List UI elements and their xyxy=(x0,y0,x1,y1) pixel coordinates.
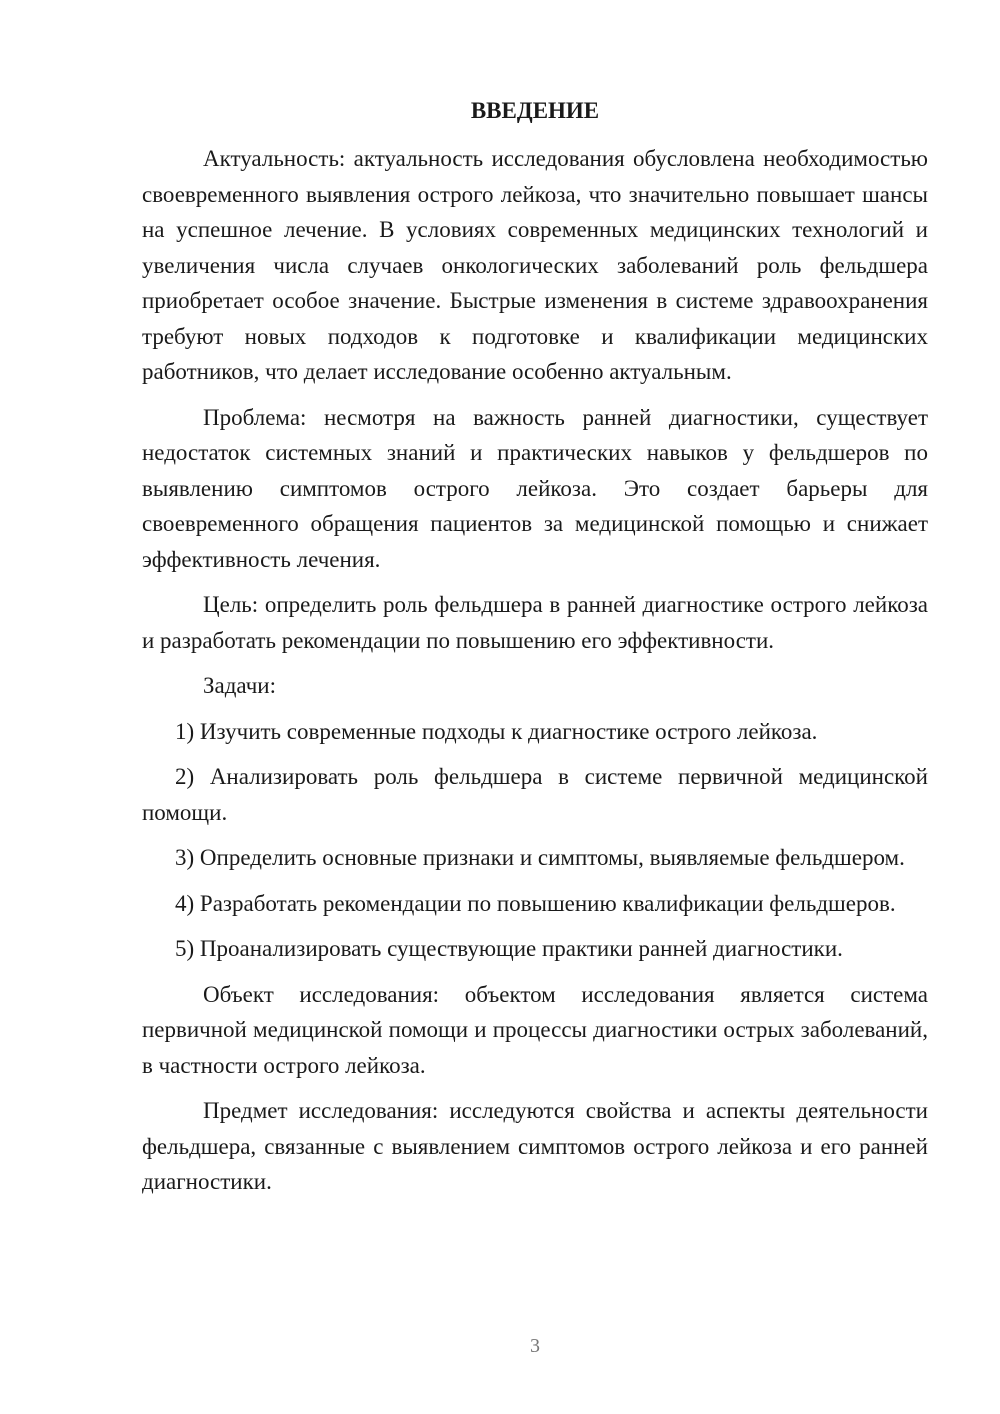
relevance-paragraph: Актуальность: актуальность исследования обусловлена необходимостью своевременного выявления острого лейкоза, что значительно повышает шансы на успешное лечение. В условиях современных медицинских технологий и увеличения числа случаев онкологических заболеваний роль фельдшера приобретает особое значение. Быстрые изменения в системе здравоохранения требуют новых подходов к подготовке и квалификации медицинских работников, что делает исследование особенно актуальным. xyxy=(142,146,928,384)
task-item: 5) Проанализировать существующие практики ранней диагностики. xyxy=(175,936,843,961)
problem-paragraph: Проблема: несмотря на важность ранней диагностики, существует недостаток системных знаний и практических навыков у фельдшеров по выявлению симптомов острого лейкоза. Это создает барьеры для своевременного обращения пациентов за медицинской помощью и снижает эффективность лечения. xyxy=(142,404,928,572)
task-item: 3) Определить основные признаки и симптомы, выявляемые фельдшером. xyxy=(175,845,905,870)
document-body xyxy=(142,141,928,1210)
task-item: 4) Разработать рекомендации по повышению квалификации фельдшеров. xyxy=(175,890,896,916)
subject-paragraph: Предмет исследования: исследуются свойства и аспекты деятельности фельдшера, связанные с выявлением симптомов острого лейкоза и его ранней диагностики. xyxy=(142,1098,928,1194)
goal-paragraph: Цель: определить роль фельдшера в ранней диагностике острого лейкоза и разработать рекомендации по повышению его эффективности. xyxy=(142,592,928,653)
page-number: 3 xyxy=(530,1335,540,1357)
task-item: 2) Анализировать роль фельдшера в системе первичной медицинской помощи. xyxy=(142,764,928,825)
tasks-heading: Задачи: xyxy=(203,673,276,698)
page-title: ВВЕДЕНИЕ xyxy=(470,98,600,123)
task-item: 1) Изучить современные подходы к диагностике острого лейкоза. xyxy=(175,718,818,744)
object-paragraph: Объект исследования: объектом исследования является система первичной медицинской помощи и процессы диагностики острых заболеваний, в частности острого лейкоза. xyxy=(142,981,928,1078)
